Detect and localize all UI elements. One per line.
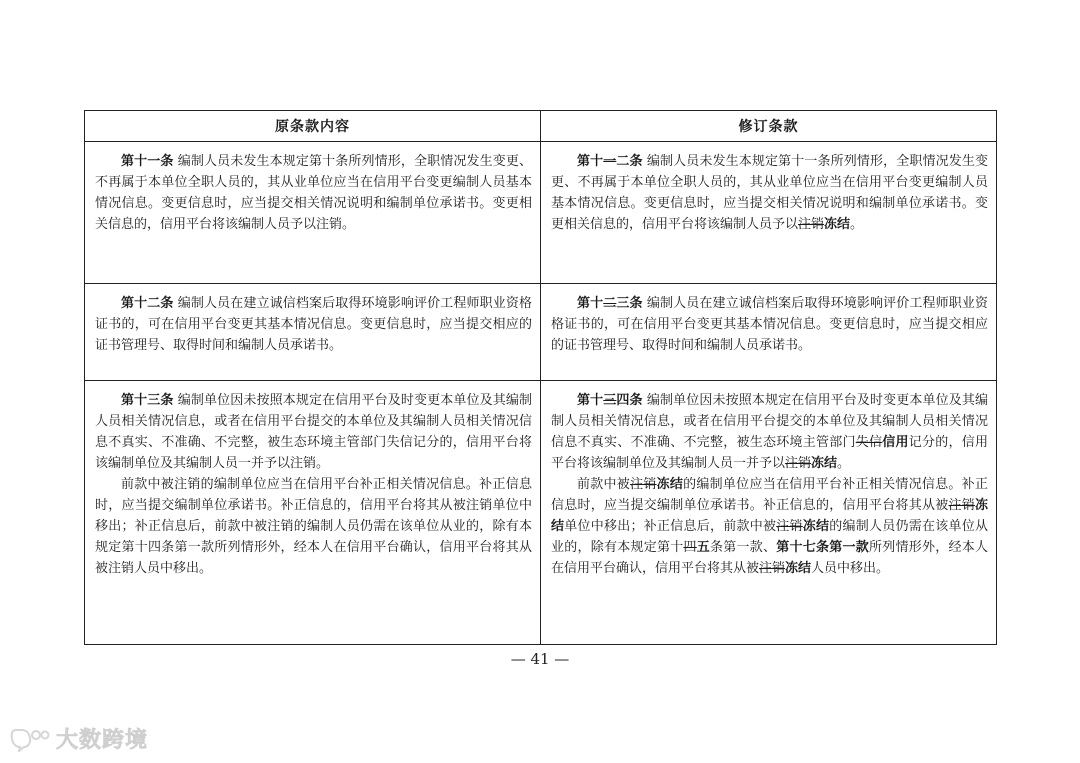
clause-text: 的编制单位应当在信用平台补正相关情况信息。补正信息时，应当提交编制单位承诺书。补正信息的，信用平台将其从被 [551,477,988,513]
deleted-text: 注销 [785,456,812,471]
clause-paragraph [95,390,532,474]
clause-text: 。 [850,217,864,232]
comparison-table [84,110,997,645]
table-row [85,381,997,645]
deleted-text: 失信 [855,435,883,450]
clause-text: 的编制人员仍需在该单位从业的，除有本规定第十 [551,519,988,555]
article-number: 第十一条 [121,154,174,169]
clause-text: 人员中移出。 [811,561,890,576]
article-number: 二条 [616,154,643,169]
clause-text: 编制人员未发生本规定第十一条所列情形，全职情况发生变更、不再属于本单位全职人员的，其从业单位应当在信用平台变更编制人员基本情况信息。变更信息时，应当提交相关情况说明和编制单位承诺书。变更相关信息的，信用平台将该编制人员予以 [551,154,988,232]
table-row [85,142,997,284]
clause-paragraph [95,151,532,235]
revised-cell [541,284,997,381]
article-number: 三条 [616,296,643,311]
clause-text: 前款中被 [577,477,631,492]
header-revised: 修订条款 [541,111,997,142]
deleted-text: 注销 [948,498,975,513]
clause-text: 编制人员未发生本规定第十条所列情形，全职情况发生变更、不再属于本单位全职人员的，其从业单位应当在信用平台变更编制人员基本情况信息。变更信息时，应当提交相关情况说明和编制单位承诺书。变更相关信息的，信用平台将该编制人员予以注销。 [95,154,532,232]
page-number: — 41 — [510,650,570,668]
clause-paragraph [95,293,532,356]
revised-cell [541,381,997,645]
deleted-text: 注销 [798,217,825,232]
clause-paragraph [551,390,988,474]
inserted-text: 信用 [882,435,909,450]
original-cell [85,284,541,381]
clause-text: 单位中移出；补正信息后，前款中被 [564,519,777,534]
article-number: 四条 [616,393,643,408]
deleted-text: 注销 [776,519,803,534]
clause-text: 。 [837,456,851,471]
inserted-text: 冻结 [656,477,684,492]
article-number: 第十 [577,154,604,169]
article-number: 第十三条 [121,393,174,408]
clause-text: 所列情形外，经本人在信用平台确认，信用平台将其从被 [551,540,988,576]
original-cell [85,381,541,645]
clause-paragraph [95,474,532,579]
inserted-text: 冻结 [785,561,812,576]
article-number: 第十 [577,393,604,408]
deleted-text: 注销 [759,561,786,576]
clause-text: 编制人员在建立诚信档案后取得环境影响评价工程师职业资格证书的，可在信用平台变更其基本情况信息。变更信息时，应当提交相应的证书管理号、取得时间和编制人员承诺书。 [95,296,532,353]
article-number: 第十 [577,296,604,311]
clause-text: 前款中被注销的编制单位应当在信用平台补正相关情况信息。补正信息时，应当提交编制单位承诺书。补正信息的，信用平台将其从被注销单位中移出；补正信息后，前款中被注销的编制人员仍需在该单位从业的，除有本规定第十四条第一款所列情形外，经本人在信用平台确认，信用平台将其从被注销人员中移出。 [95,477,532,576]
inserted-text: 冻结 [811,456,838,471]
clause-text: 记分的，信用平台将该编制单位及其编制人员一并予以 [551,435,988,471]
table-row [85,284,997,381]
revised-cell [541,142,997,284]
inserted-text: 第十七条第一款 [776,540,869,555]
chat-bubble-logo-icon [10,726,50,752]
table-header-row [85,111,997,142]
inserted-text: 冻结 [802,519,830,534]
clause-paragraph [551,151,988,235]
deleted-text: 四 [683,540,697,555]
inserted-text: 冻结 [551,498,988,534]
original-cell [85,142,541,284]
inserted-text: 冻结 [824,217,851,232]
header-original: 原条款内容 [85,111,541,142]
clause-text: 编制单位因未按照本规定在信用平台及时变更本单位及其编制人员相关情况信息，或者在信用平台提交的本单位及其编制人员相关情况信息不真实、不准确、不完整，被生态环境主管部门失信记分的，信用平台将该编制单位及其编制人员一并予以注销。 [95,393,532,471]
deleted-text: 二 [603,296,617,311]
watermark [10,723,148,754]
deleted-text: 注销 [630,477,657,492]
clause-paragraph [551,293,988,356]
clause-text: 条第一款、 [709,540,777,555]
clause-text: 编制单位因未按照本规定在信用平台及时变更本单位及其编制人员相关情况信息，或者在信用平台提交的本单位及其编制人员相关情况信息不真实、不准确、不完整，被生态环境主管部门 [551,393,988,450]
deleted-text: 一 [603,154,617,169]
clause-paragraph [551,474,988,579]
inserted-text: 五 [696,540,710,555]
deleted-text: 三 [603,393,617,408]
article-number: 第十二条 [121,296,174,311]
clause-text: 编制人员在建立诚信档案后取得环境影响评价工程师职业资格证书的，可在信用平台变更其基本情况信息。变更信息时，应当提交相应的证书管理号、取得时间和编制人员承诺书。 [551,296,988,353]
watermark-text: 大数跨境 [56,728,149,753]
